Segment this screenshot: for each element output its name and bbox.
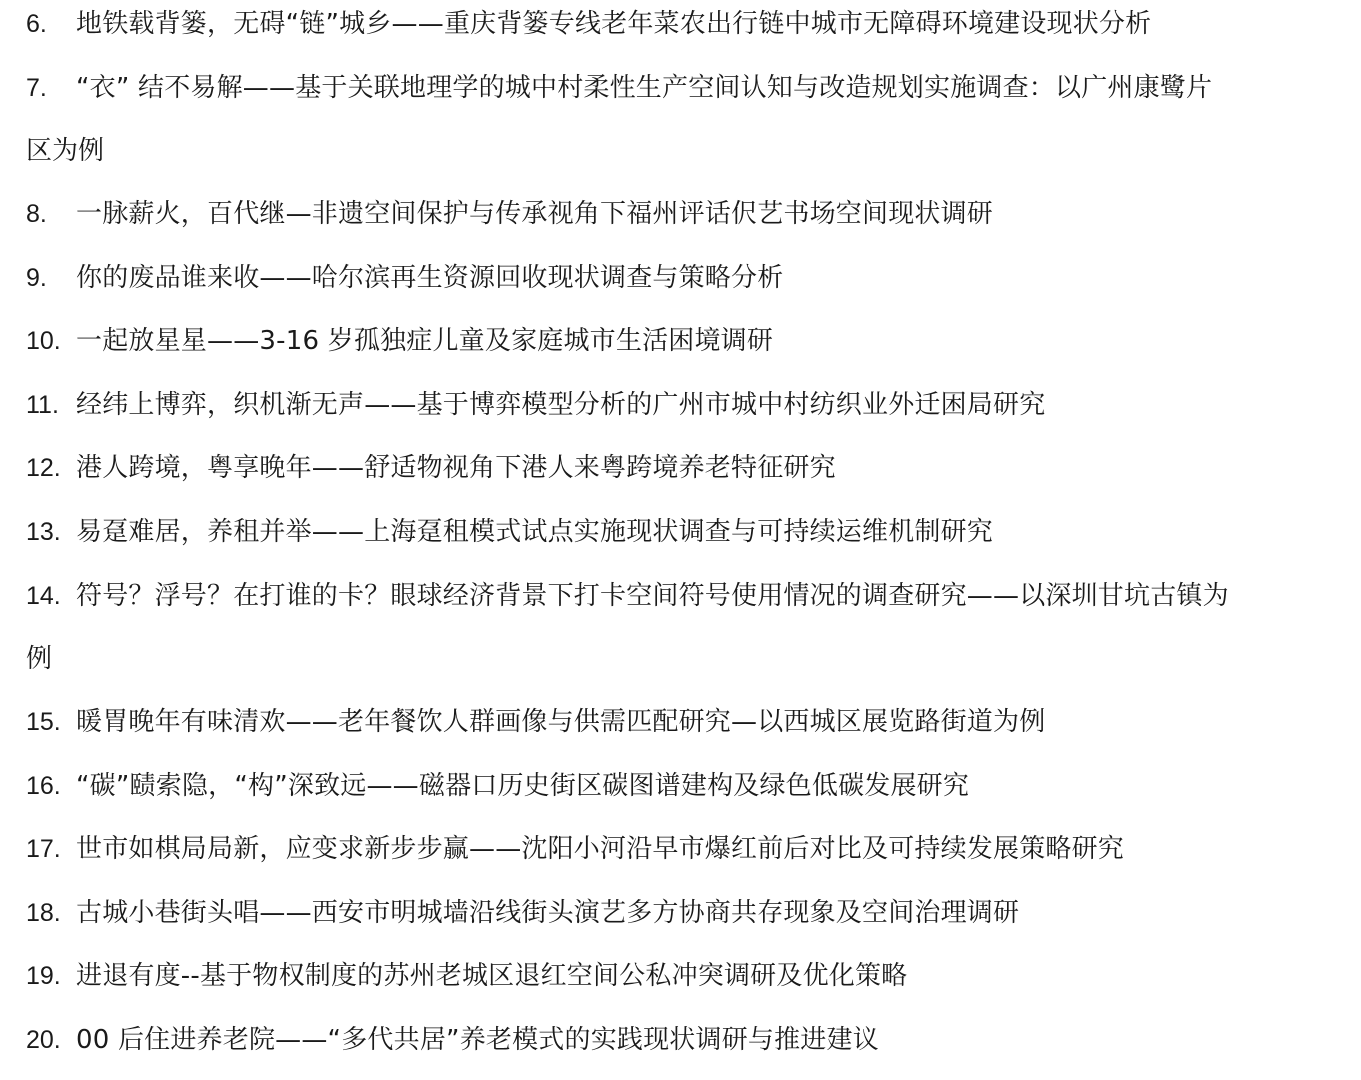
list-item [26, 956, 1347, 996]
list-item [26, 829, 1347, 869]
item-number: 11. [26, 391, 59, 419]
item-title: 世市如棋局局新，应变求新步步赢——沈阳小河沿早市爆红前后对比及可持续发展策略研究 [76, 834, 1125, 864]
item-title: 00 后住进养老院——“多代共居”养老模式的实践现状调研与推进建议 [76, 1025, 879, 1055]
item-number: 10. [26, 327, 61, 355]
item-title: 进退有度--基于物权制度的苏州老城区退红空间公私冲突调研及优化策略 [76, 961, 908, 991]
item-number: 7. [26, 74, 47, 102]
item-number: 9. [26, 264, 47, 292]
item-number: 19. [26, 962, 61, 990]
list-item [26, 68, 1347, 108]
list-item [26, 258, 1347, 298]
item-title-continuation: 区为例 [26, 136, 105, 166]
list-item [26, 893, 1347, 933]
item-title: 符号？浮号？在打谁的卡？眼球经济背景下打卡空间符号使用情况的调查研究——以深圳甘坑古镇为 [76, 581, 1229, 611]
item-title: 你的废品谁来收——哈尔滨再生资源回收现状调查与策略分析 [76, 263, 784, 293]
item-title: 一脉薪火，百代继—非遗空间保护与传承视角下福州评话伬艺书场空间现状调研 [76, 199, 994, 229]
list-item [26, 702, 1347, 742]
item-number: 17. [26, 835, 61, 863]
item-title: 地铁载背篓，无碍“链”城乡——重庆背篓专线老年菜农出行链中城市无障碍环境建设现状分析 [76, 9, 1152, 39]
list-item [26, 385, 1347, 425]
item-title: 经纬上博弈，织机渐无声——基于博弈模型分析的广州市城中村纺织业外迁困局研究 [76, 390, 1046, 420]
item-title: 易趸难居，养租并举——上海趸租模式试点实施现状调查与可持续运维机制研究 [76, 517, 994, 547]
item-number: 20. [26, 1026, 61, 1054]
list-item [26, 576, 1347, 616]
list-item [26, 448, 1347, 488]
item-number: 14. [26, 582, 61, 610]
list-item [26, 1020, 1347, 1060]
item-title: 暖胃晚年有味清欢——老年餐饮人群画像与供需匹配研究—以西城区展览路街道为例 [76, 707, 1046, 737]
item-number: 12. [26, 454, 61, 482]
item-title: “衣” 结不易解——基于关联地理学的城中村柔性生产空间认知与改造规划实施调查：以广州康鹭片 [76, 73, 1213, 103]
item-title: 港人跨境，粤享晚年——舒适物视角下港人来粤跨境养老特征研究 [76, 453, 836, 483]
item-number: 13. [26, 518, 61, 546]
item-title: 古城小巷街头唱——西安市明城墙沿线街头演艺多方协商共存现象及空间治理调研 [76, 898, 1020, 928]
list-item [26, 4, 1347, 44]
item-title: 一起放星星——3-16 岁孤独症儿童及家庭城市生活困境调研 [76, 326, 774, 356]
list-item [26, 512, 1347, 552]
list-item [26, 194, 1347, 234]
item-number: 18. [26, 899, 61, 927]
item-number: 15. [26, 708, 61, 736]
item-number: 8. [26, 200, 47, 228]
list-item [26, 766, 1347, 806]
list-item [26, 321, 1347, 361]
item-title-continuation: 例 [26, 644, 53, 674]
item-number: 6. [26, 10, 47, 38]
item-number: 16. [26, 772, 61, 800]
item-title: “碳”赜索隐，“构”深致远——磁器口历史街区碳图谱建构及绿色低碳发展研究 [76, 771, 970, 801]
